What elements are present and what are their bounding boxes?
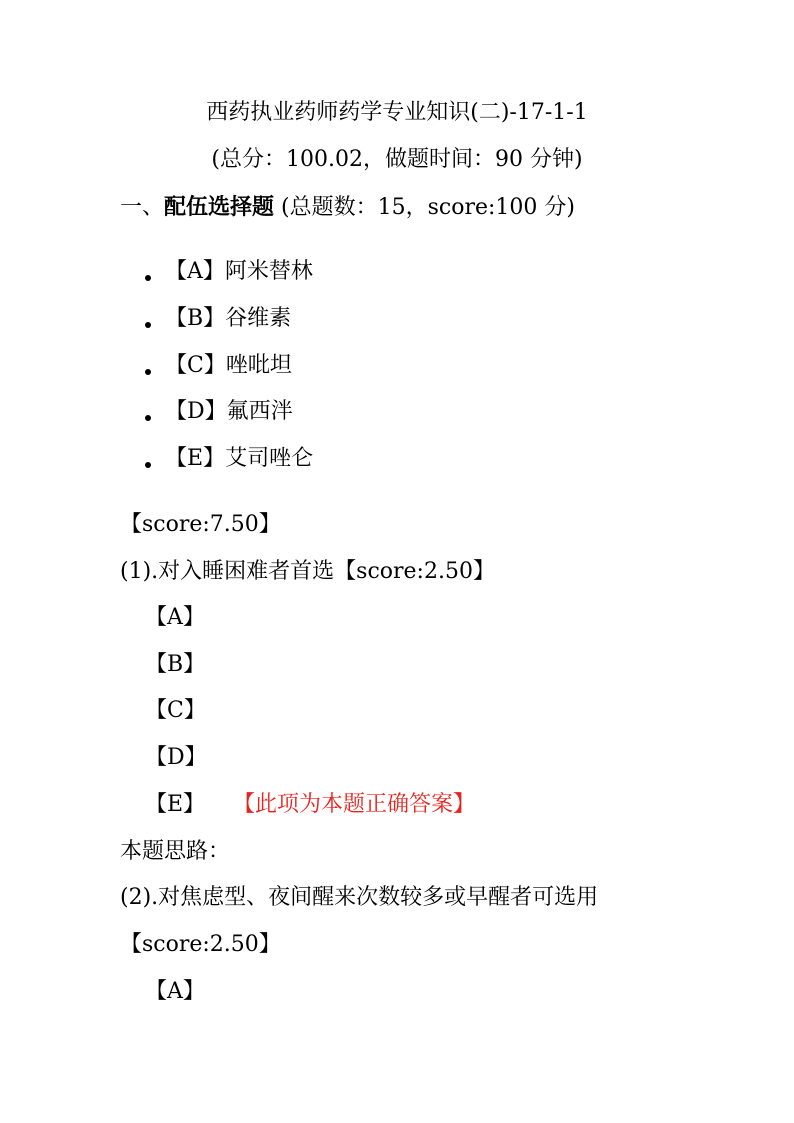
section-meta: (总题数：15，score:100 分) xyxy=(281,195,575,220)
choice-d[interactable]: 【D】 xyxy=(145,745,207,770)
choice-c[interactable]: 【C】 xyxy=(145,698,206,723)
option-text: 唑吡坦 xyxy=(225,353,292,378)
bullet-icon xyxy=(145,275,151,281)
section-prefix: 一、 xyxy=(120,195,165,220)
bullet-icon xyxy=(145,415,151,421)
question-score: 【score:2.50】 xyxy=(120,932,281,957)
question-text: (2).对焦虑型、夜间醒来次数较多或早醒者可选用 xyxy=(120,885,599,910)
option-key: 【C】 xyxy=(165,353,226,378)
option-text: 氟西泮 xyxy=(226,399,293,424)
option-text: 谷维素 xyxy=(225,306,292,331)
section-heading xyxy=(120,192,575,223)
choice-e[interactable]: 【E】 xyxy=(145,792,206,817)
option-item xyxy=(165,397,293,427)
option-key: 【E】 xyxy=(165,446,226,471)
group-score: 【score:7.50】 xyxy=(120,512,281,537)
option-item xyxy=(165,257,313,287)
option-item xyxy=(165,444,313,474)
choice-a[interactable]: 【A】 xyxy=(145,605,205,630)
page-subtitle: (总分：100.02，做题时间：90 分钟) xyxy=(211,147,583,172)
bullet-icon xyxy=(145,322,151,328)
section-name: 配伍选择题 xyxy=(164,194,275,220)
choice-b[interactable]: 【B】 xyxy=(145,652,206,677)
bullet-icon xyxy=(145,462,151,468)
option-key: 【D】 xyxy=(165,399,227,424)
page-title: 西药执业药师药学专业知识(二)-17-1-1 xyxy=(206,100,588,125)
question-text: (1).对入睡困难者首选【score:2.50】 xyxy=(120,559,495,584)
option-key: 【B】 xyxy=(165,306,226,331)
bullet-icon xyxy=(145,369,151,375)
option-text: 阿米替林 xyxy=(224,259,313,284)
option-item xyxy=(165,351,292,381)
choice-a[interactable]: 【A】 xyxy=(145,979,205,1004)
option-item xyxy=(165,304,291,334)
option-text: 艾司唑仑 xyxy=(225,446,314,471)
correct-answer-note: 【此项为本题正确答案】 xyxy=(233,792,476,817)
option-key: 【A】 xyxy=(165,259,225,284)
explanation-label: 本题思路： xyxy=(120,839,231,864)
